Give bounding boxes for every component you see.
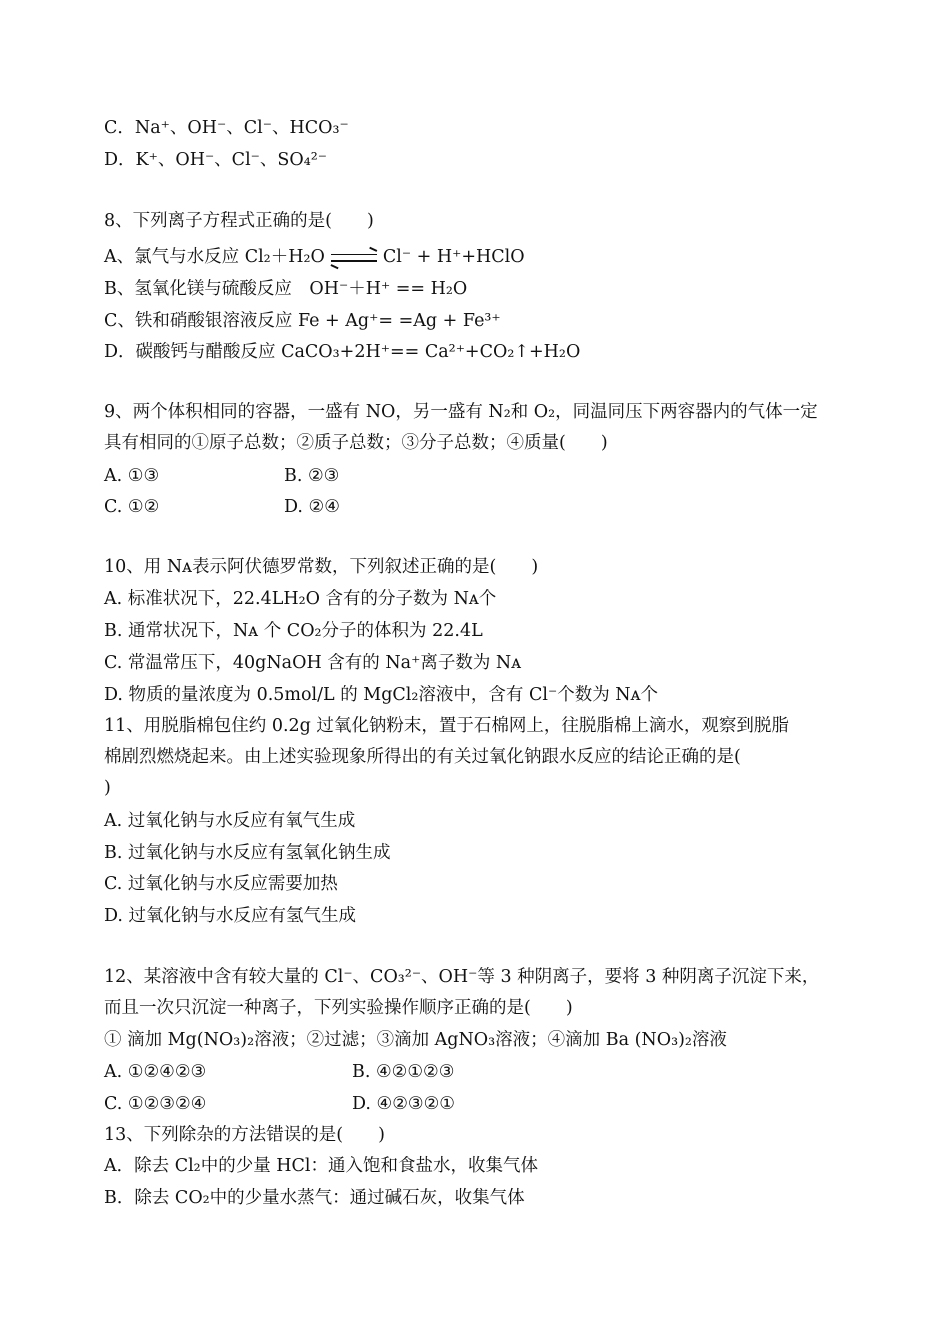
question-10-option-b: B. 通常状况下，Nᴀ 个 CO₂分子的体积为 22.4L — [104, 621, 483, 641]
question-8-option-b: B、氢氧化镁与硫酸反应 OH⁻＋H⁺ == H₂O — [104, 279, 468, 299]
question-11-option-b: B. 过氧化钠与水反应有氢氧化钠生成 — [104, 843, 391, 863]
question-8-option-c: C、铁和硝酸银溶液反应 Fe + Ag⁺= =Ag + Fe³⁺ — [104, 311, 501, 331]
question-10-option-c: C. 常温常压下，40gNaOH 含有的 Na⁺离子数为 Nᴀ — [104, 653, 522, 673]
question-12-steps: ① 滴加 Mg(NO₃)₂溶液；②过滤；③滴加 AgNO₃溶液；④滴加 Ba (NO₃)₂溶液 — [104, 1030, 727, 1050]
option-c: C. ①② — [104, 497, 160, 517]
option-d-line: D．K⁺、OH⁻、Cl⁻、SO₄²⁻ — [104, 150, 328, 170]
option-b: B. ②③ — [284, 466, 340, 486]
question-11-stem-line3: ) — [104, 778, 111, 798]
question-11-stem-line2: 棉剧烈燃烧起来。由上述实验现象所得出的有关过氧化钠跟水反应的结论正确的是( — [104, 747, 741, 767]
question-11-option-a: A. 过氧化钠与水反应有氧气生成 — [104, 811, 356, 831]
option-a-text: A、氯气与水反应 Cl₂＋H₂O — [104, 247, 325, 267]
question-11-stem-line1: 11、用脱脂棉包住约 0.2g 过氧化钠粉末，置于石棉网上，往脱脂棉上滴水，观察到脱脂 — [104, 716, 789, 736]
question-12-stem-line2: 而且一次只沉淀一种离子，下列实验操作顺序正确的是( ) — [104, 998, 573, 1018]
question-12-options-row1 — [104, 1060, 850, 1084]
question-13-option-a: A．除去 Cl₂中的少量 HCl：通入饱和食盐水，收集气体 — [104, 1156, 539, 1176]
option-a-products: Cl⁻ + H⁺+HClO — [382, 247, 525, 267]
question-11-option-c: C. 过氧化钠与水反应需要加热 — [104, 874, 338, 894]
question-13-option-b: B．除去 CO₂中的少量水蒸气：通过碱石灰，收集气体 — [104, 1188, 525, 1208]
option-c-line: C．Na⁺、OH⁻、Cl⁻、HCO₃⁻ — [104, 118, 349, 138]
question-10-option-a: A. 标准状况下，22.4LH₂O 含有的分子数为 Nᴀ个 — [104, 589, 497, 609]
question-9-stem-line1: 9、两个体积相同的容器，一盛有 NO，另一盛有 N₂和 O₂，同温同压下两容器内的气体一定 — [104, 402, 818, 422]
option-b: B. ④②①②③ — [352, 1062, 455, 1082]
question-10-stem: 10、用 Nᴀ表示阿伏德罗常数，下列叙述正确的是( ) — [104, 557, 539, 577]
question-8-stem: 8、下列离子方程式正确的是( ) — [104, 211, 374, 231]
equilibrium-arrow-icon — [331, 252, 377, 264]
question-8-option-d: D．碳酸钙与醋酸反应 CaCO₃+2H⁺== Ca²⁺+CO₂↑+H₂O — [104, 342, 581, 362]
question-12-stem-line1: 12、某溶液中含有较大量的 Cl⁻、CO₃²⁻、OH⁻等 3 种阴离子，要将 3 种阴离子沉淀下来， — [104, 967, 820, 987]
question-11-option-d: D. 过氧化钠与水反应有氢气生成 — [104, 906, 357, 926]
option-a: A. ①②④②③ — [104, 1062, 207, 1082]
question-8-option-a — [104, 245, 850, 269]
question-13-stem: 13、下列除杂的方法错误的是( ) — [104, 1125, 385, 1145]
question-12-options-row2 — [104, 1092, 850, 1116]
option-d: D. ②④ — [284, 497, 340, 517]
option-d: D. ④②③②① — [352, 1094, 455, 1114]
question-9-options-row2 — [104, 495, 850, 519]
question-9-stem-line2: 具有相同的①原子总数；②质子总数；③分子总数；④质量( ) — [104, 433, 608, 453]
question-10-option-d: D. 物质的量浓度为 0.5mol/L 的 MgCl₂溶液中，含有 Cl⁻个数为 Nᴀ个 — [104, 685, 658, 705]
question-9-options-row1 — [104, 464, 850, 488]
option-c: C. ①②③②④ — [104, 1094, 207, 1114]
option-a: A. ①③ — [104, 466, 160, 486]
